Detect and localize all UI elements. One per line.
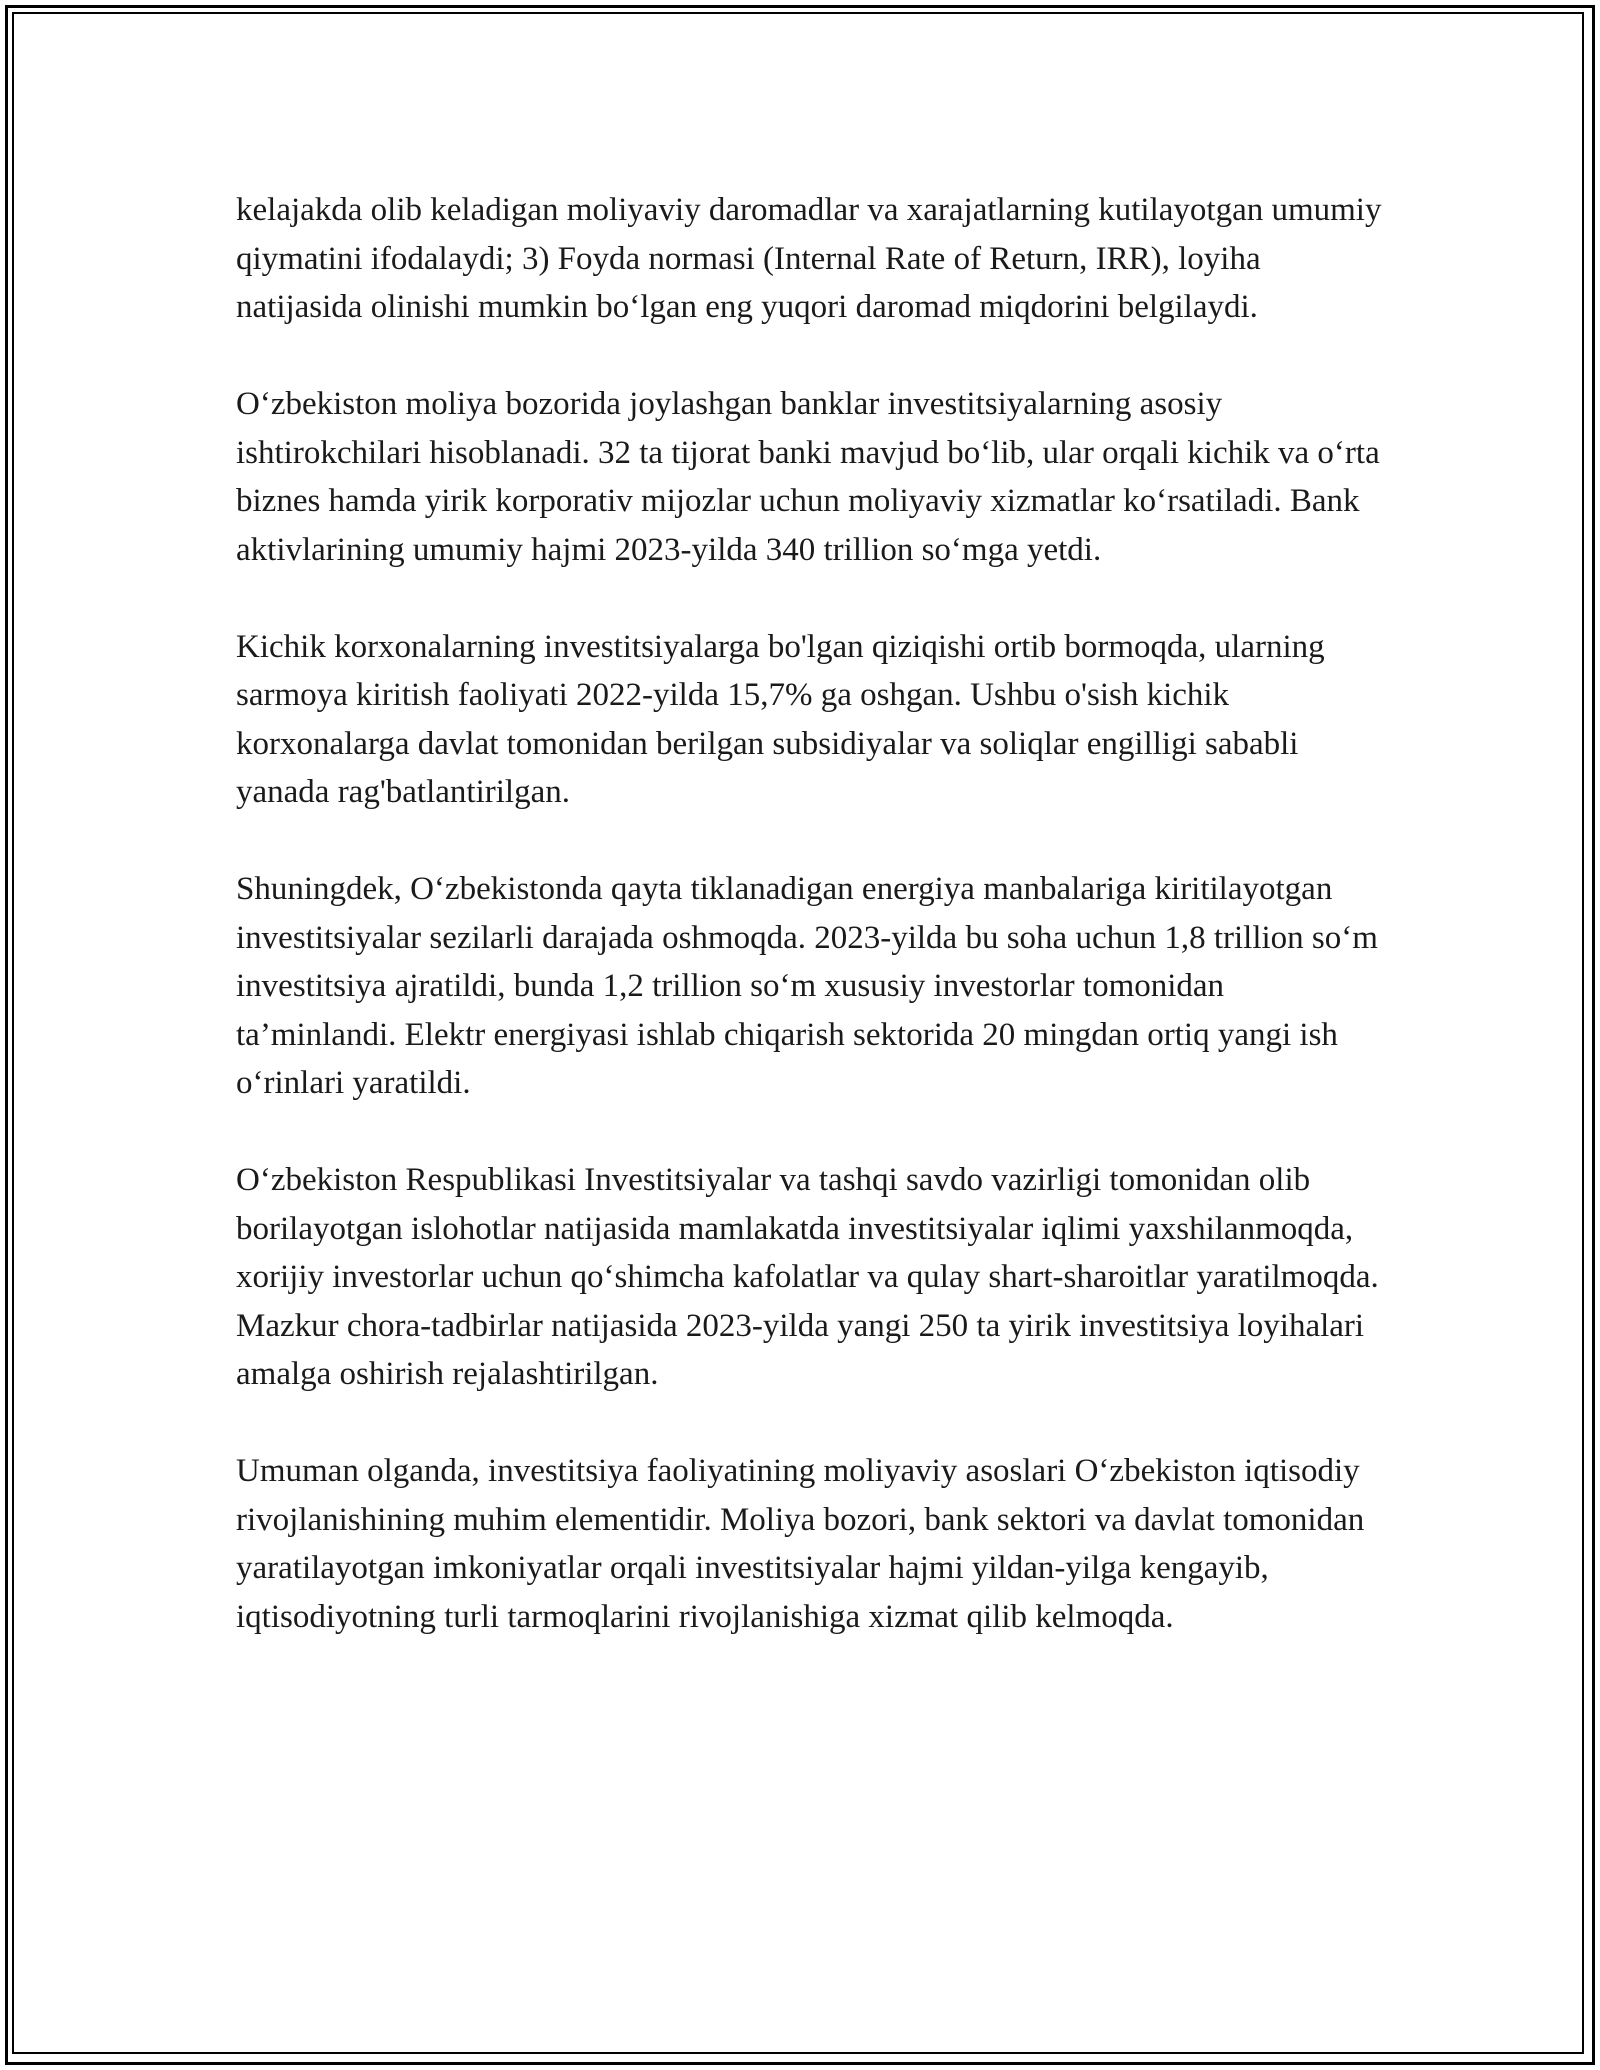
paragraph-small-enterprises: Kichik korxonalarning investitsiyalarga bo'lgan qiziqishi ortib bormoqda, ularning sarmoya kiritish faoliyati 2022-yilda 15,7% ga oshgan. Ushbu o'sish kichik korxonalarga davlat tomonidan berilgan subsidiyalar va soliqlar engilligi sababli yanada rag'batlantirilgan. <box>236 628 1325 810</box>
paragraph-banks: O‘zbekiston moliya bozorida joylashgan banklar investitsiyalarning asosiy ishtirokchilari hisoblanadi. 32 ta tijorat banki mavjud bo‘lib, ular orqali kichik va o‘rta biznes hamda yirik korporativ mijozlar uchun moliyaviy xizmatlar ko‘rsatiladi. Bank aktivlarining umumiy hajmi 2023-yilda 340 trillion so‘mga yetdi. <box>236 386 1380 568</box>
paragraph-conclusion: Umuman olganda, investitsiya faoliyatining moliyaviy asoslari O‘zbekiston iqtisodiy rivojlanishining muhim elementidir. Moliya bozori, bank sektori va davlat tomonidan yaratilayotgan imkoniyatlar orqali investitsiyalar hajmi yildan-yilga kengayib, iqtisodiyotning turli tarmoqlarini rivojlanishiga xizmat qilib kelmoqda. <box>236 1453 1365 1635</box>
paragraph-renewable-energy: Shuningdek, O‘zbekistonda qayta tiklanadigan energiya manbalariga kiritilayotgan investitsiyalar sezilarli darajada oshmoqda. 2023-yilda bu soha uchun 1,8 trillion so‘m investitsiya ajratildi, bunda 1,2 trillion so‘m xususiy investorlar tomonidan ta’minlandi. Elektr energiyasi ishlab chiqarish sektorida 20 mingdan ortiq yangi ish o‘rinlari yaratildi. <box>236 871 1378 1101</box>
paragraph-ministry-reforms: O‘zbekiston Respublikasi Investitsiyalar va tashqi savdo vazirligi tomonidan olib borilayotgan islohotlar natijasida mamlakatda investitsiyalar iqlimi yaxshilanmoqda, xorijiy investorlar uchun qo‘shimcha kafolatlar va qulay shart-sharoitlar yaratilmoqda. Mazkur chora-tadbirlar natijasida 2023-yilda yangi 250 ta yirik investitsiya loyihalari amalga oshirish rejalashtirilgan. <box>236 1162 1379 1392</box>
paragraph-npv-irr: kelajakda olib keladigan moliyaviy daromadlar va xarajatlarning kutilayotgan umumiy qiymatini ifodalaydi; 3) Foyda normasi (Internal Rate of Return, IRR), loyiha natijasida olinishi mumkin bo‘lgan eng yuqori daromad miqdorini belgilaydi. <box>236 192 1382 325</box>
document-body <box>236 186 1386 1690</box>
